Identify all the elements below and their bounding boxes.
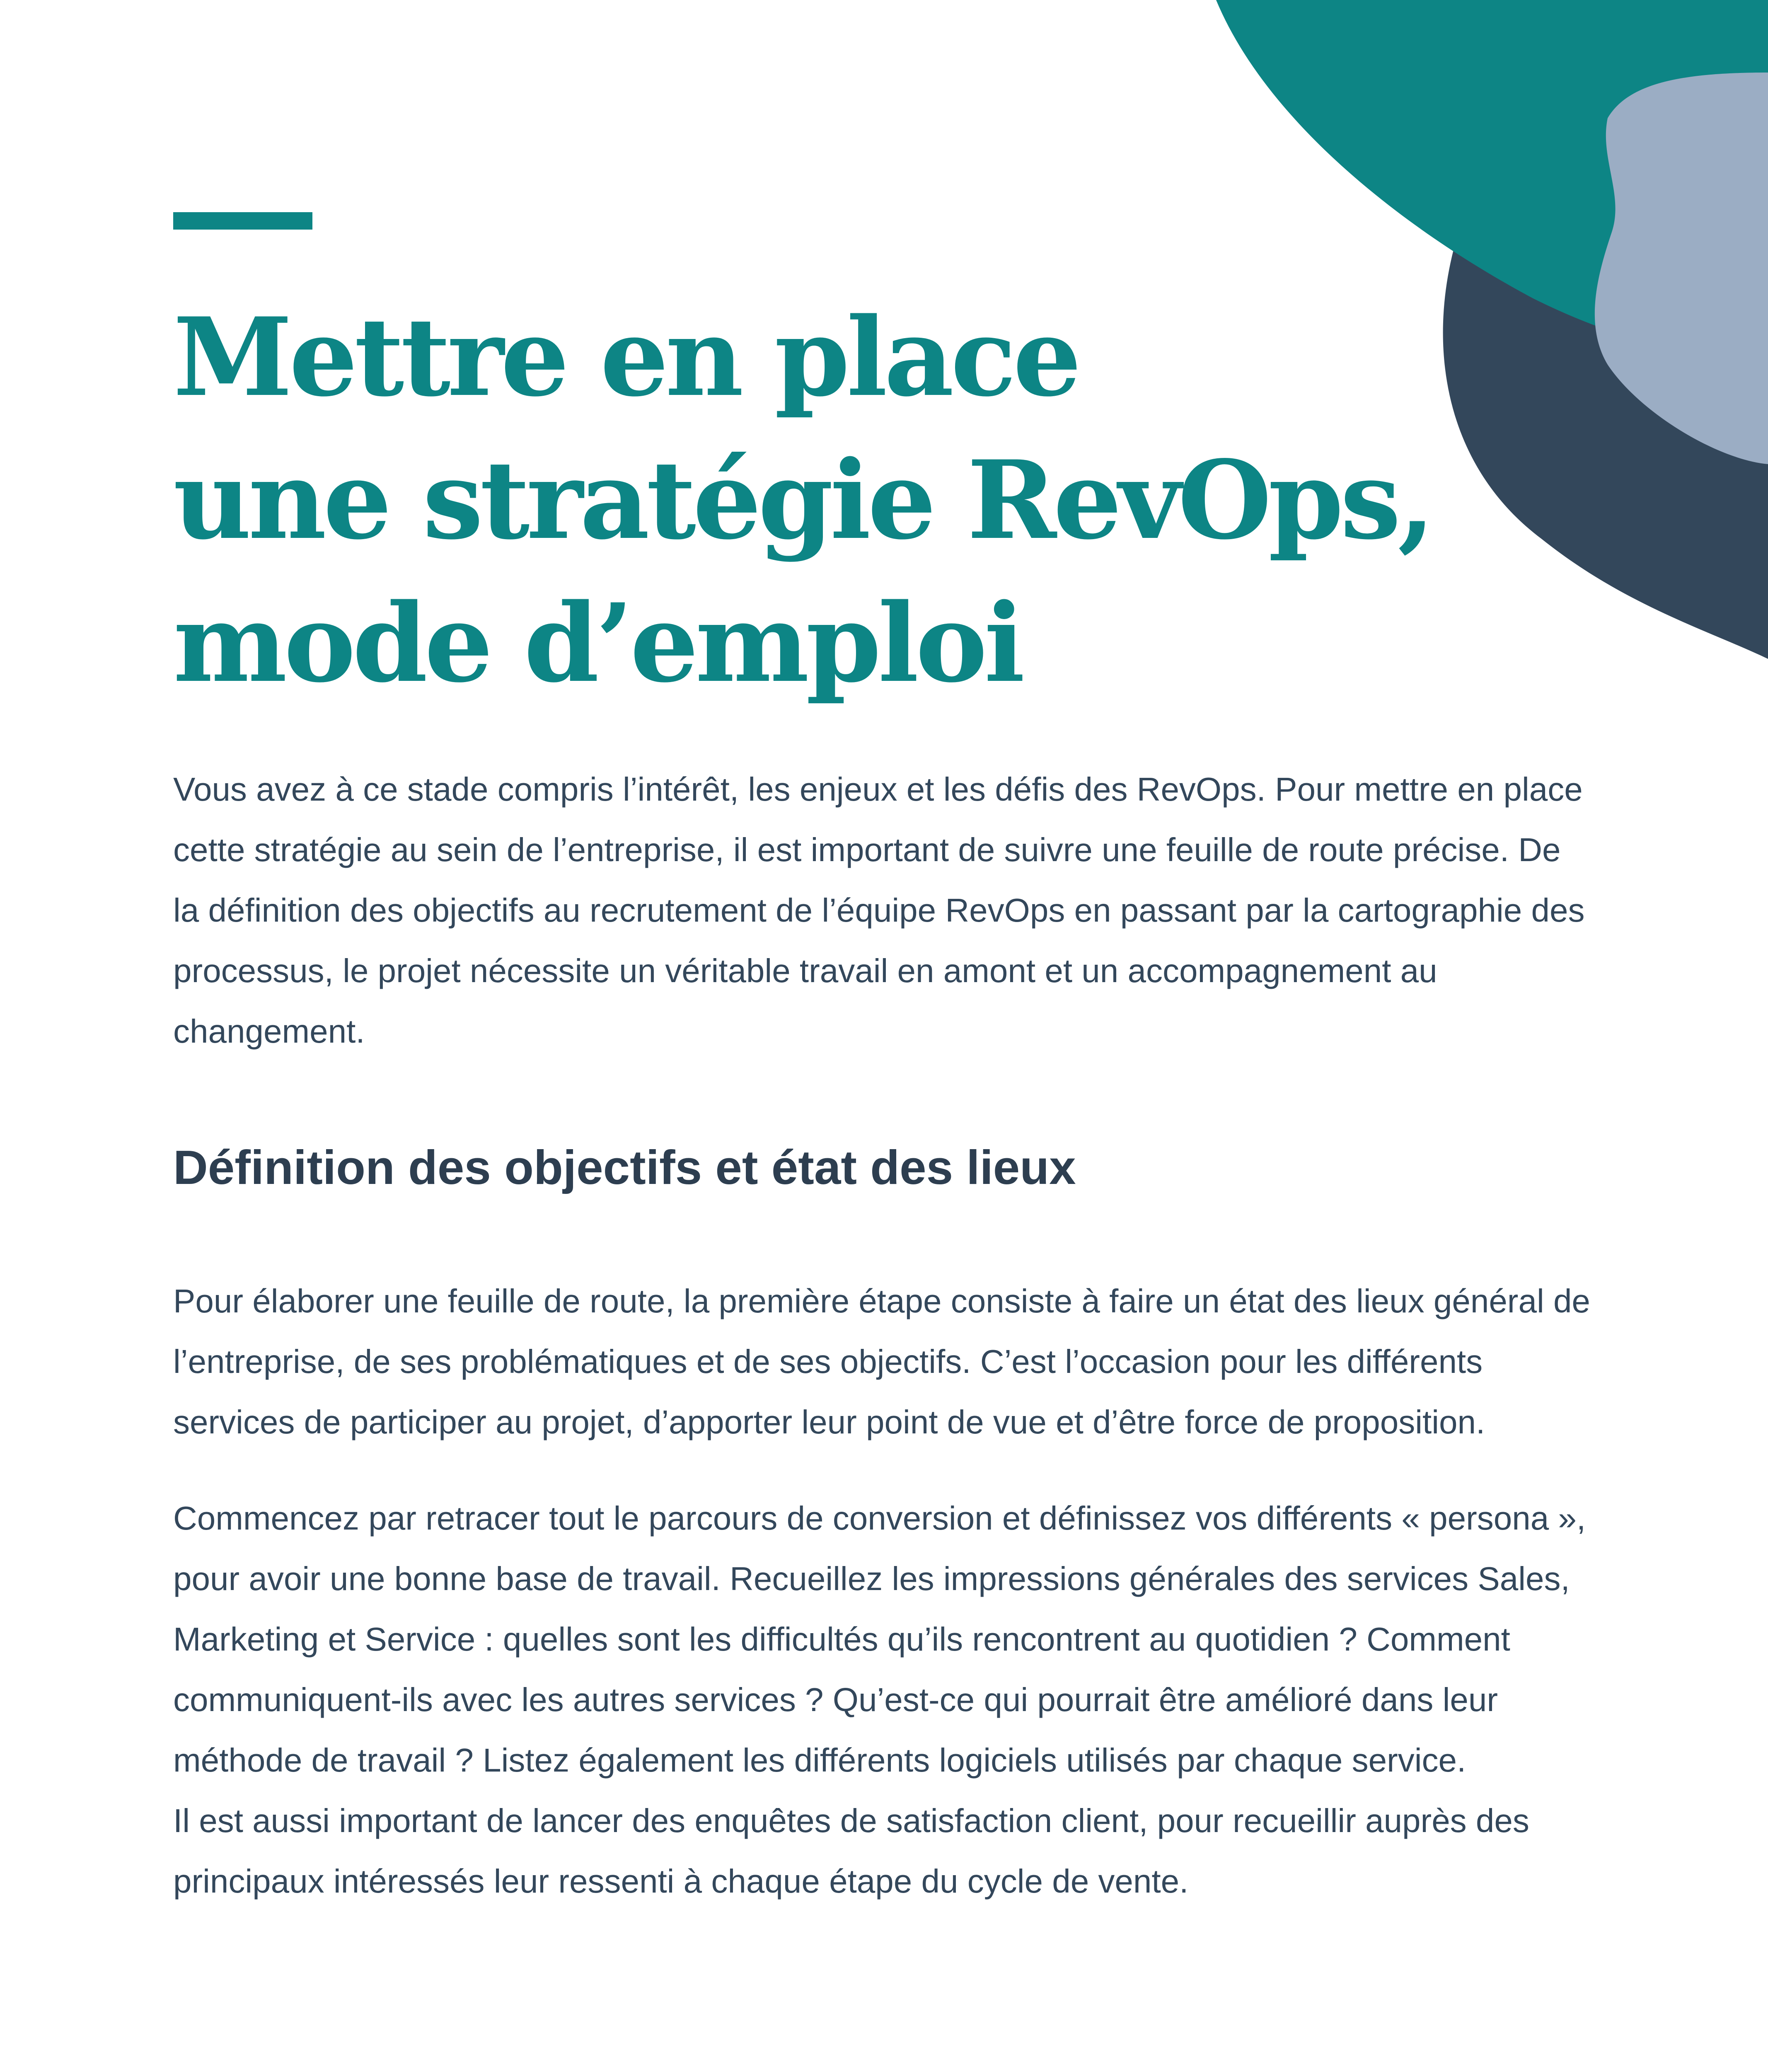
section-paragraph-2: Commencez par retracer tout le parcours de conversion et définissez vos différents « persona », pour avoir une bonne base de travail. Recueillez les impressions générales des services Sales, Marketing et Service : quelles sont les difficultés qu’ils rencontrent au quotidien ? Comment communiquent-ils avec les autres services ? Qu’est-ce qui pourrait être amélioré dans leur méthode de travail ? Listez également les différents logiciels utilisés par chaque service. bbox=[173, 1500, 1586, 1779]
title-line-3: mode d’emploi bbox=[173, 580, 1022, 707]
slate-blob-shape bbox=[1595, 73, 1768, 464]
navy-wave-shape bbox=[1443, 0, 1768, 659]
section-heading: Définition des objectifs et état des lieux bbox=[173, 1140, 1076, 1194]
section-paragraph-1: Pour élaborer une feuille de route, la première étape consiste à faire un état des lieux général de l’entreprise, de ses problématiques et de ses objectifs. C’est l’occasion pour les différents services de participer au projet, d’apporter leur point de vue et d’être force de proposition. bbox=[173, 1283, 1590, 1440]
title-line-2: une stratégie RevOps, bbox=[173, 437, 1432, 564]
section-paragraph-3: Il est aussi important de lancer des enquêtes de satisfaction client, pour recueillir auprès des principaux intéressés leur ressenti à chaque étape du cycle de vente. bbox=[173, 1802, 1529, 1900]
title-line-1: Mettre en place bbox=[173, 294, 1079, 421]
intro-paragraph: Vous avez à ce stade compris l’intérêt, les enjeux et les défis des RevOps. Pour mettre en place cette stratégie au sein de l’entreprise, il est important de suivre une feuille de route précise. De la définition des objectifs au recrutement de l’équipe RevOps en passant par la cartographie des processus, le projet nécessite un véritable travail en amont et un accompagnement au changement. bbox=[173, 771, 1585, 1050]
title-accent-bar bbox=[173, 212, 312, 230]
page-title bbox=[173, 286, 1432, 715]
body-content bbox=[173, 759, 1590, 1912]
